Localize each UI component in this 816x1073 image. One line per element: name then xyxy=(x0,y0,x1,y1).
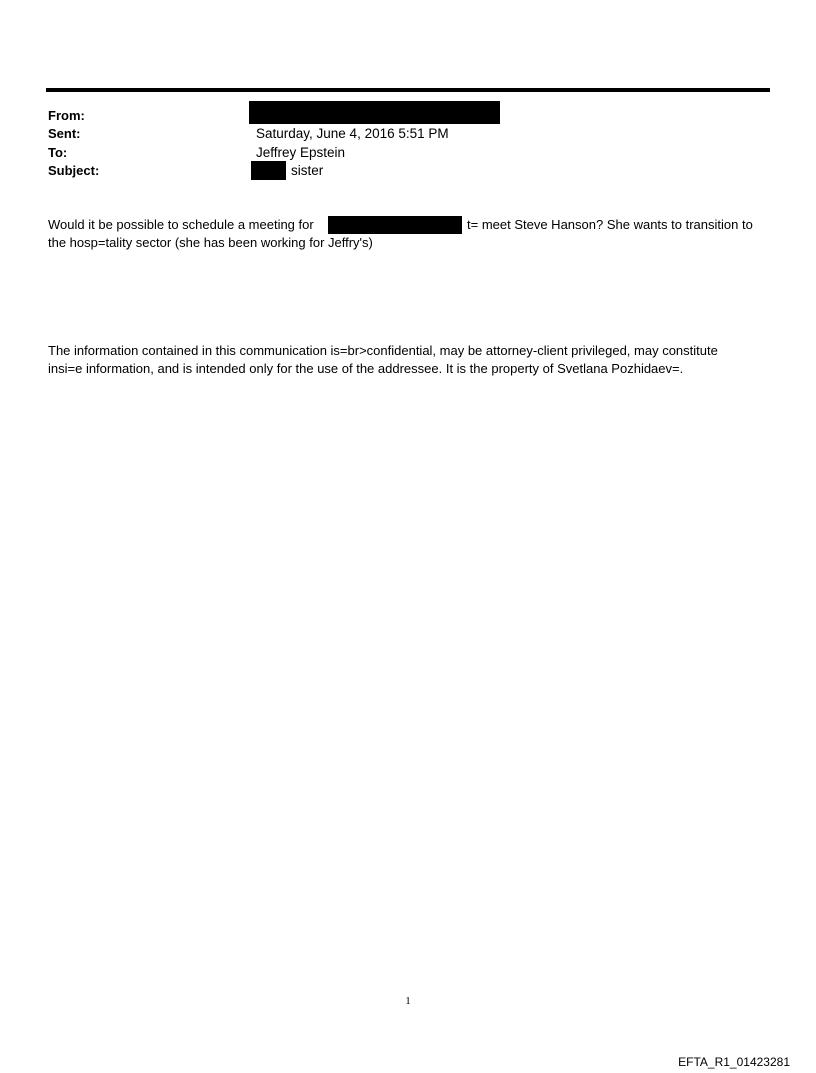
to-label: To: xyxy=(48,145,68,160)
to-value: Jeffrey Epstein xyxy=(256,145,346,160)
body-line-1-end: t= meet Steve Hanson? She wants to transition to xyxy=(467,217,753,232)
subject-label: Subject: xyxy=(48,163,100,178)
subject-redaction xyxy=(251,161,286,180)
disclaimer-line-2: insi=e information, and is intended only for the use of the addressee. It is the property of Svetlana Pozhidaev=. xyxy=(48,361,684,376)
header-divider xyxy=(46,88,770,92)
sent-value: Saturday, June 4, 2016 5:51 PM xyxy=(256,126,449,141)
from-redaction xyxy=(249,101,500,124)
document-id: EFTA_R1_01423281 xyxy=(678,1055,790,1069)
subject-value: sister xyxy=(291,163,324,178)
body-line-2: the hosp=tality sector (she has been working for Jeffry's) xyxy=(48,235,373,250)
from-label: From: xyxy=(48,108,85,123)
body-redaction xyxy=(328,216,462,234)
disclaimer-line-1: The information contained in this communication is=br>confidential, may be attorney-client privileged, may constitute xyxy=(48,343,718,358)
sent-label: Sent: xyxy=(48,126,81,141)
body-line-1-start: Would it be possible to schedule a meeting for xyxy=(48,217,314,232)
page-number: 1 xyxy=(405,995,411,1007)
